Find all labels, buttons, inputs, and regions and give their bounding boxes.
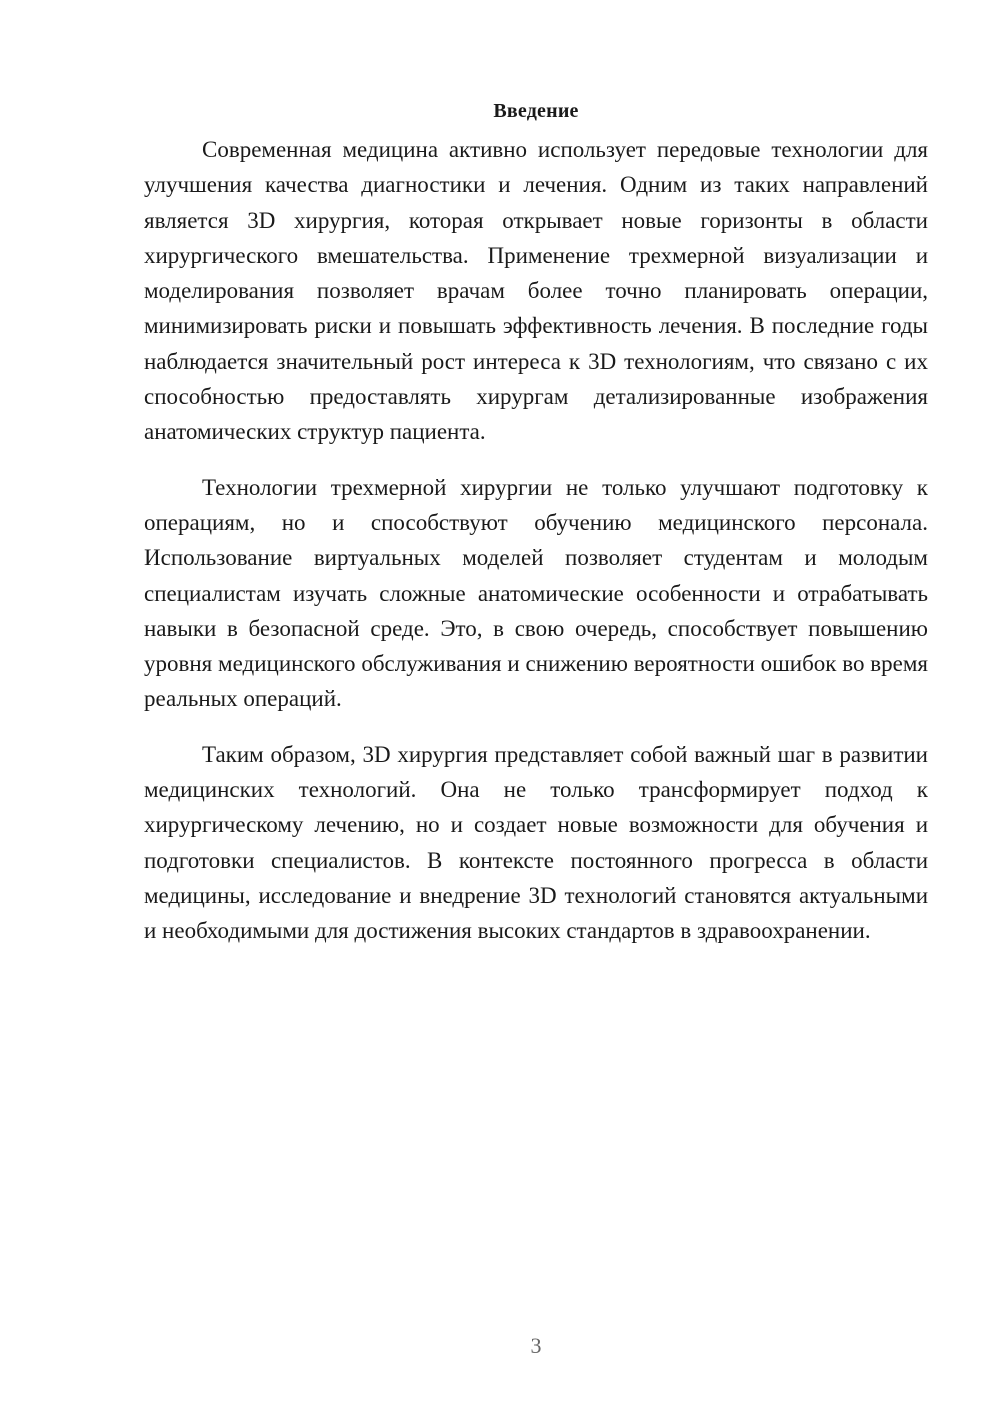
page-number: 3: [530, 1333, 542, 1358]
paragraph-1: Современная медицина активно использует передовые технологии для улучшения качества диагностики и лечения. Одним из таких направлений является 3D хирургия, которая открывает новые горизонты в области хирургического вмешательства. Применение трехмерной визуализации и моделирования позволяет врачам более точно планировать операции, минимизировать риски и повышать эффективность лечения. В последние годы наблюдается значительный рост интереса к 3D технологиям, что связано с их способностью предоставлять хирургам детализированные изображения анатомических структур пациента.: [144, 137, 928, 445]
paragraph-3: Таким образом, 3D хирургия представляет собой важный шаг в развитии медицинских технологий. Она не только трансформирует подход к хирургическому лечению, но и создает новые возможности для обучения и подготовки специалистов. В контексте постоянного прогресса в области медицины, исследование и внедрение 3D технологий становятся актуальными и необходимыми для достижения высоких стандартов в здравоохранении.: [144, 741, 928, 944]
section-title: Введение: [493, 100, 579, 122]
document-page: [144, 96, 928, 969]
paragraph-2: Технологии трехмерной хирургии не только улучшают подготовку к операциям, но и способствуют обучению медицинского персонала. Использование виртуальных моделей позволяет студентам и молодым специалистам изучать сложные анатомические особенности и отрабатывать навыки в безопасной среде. Это, в свою очередь, способствует повышению уровня медицинского обслуживания и снижению вероятности ошибок во время реальных операций.: [144, 474, 928, 712]
